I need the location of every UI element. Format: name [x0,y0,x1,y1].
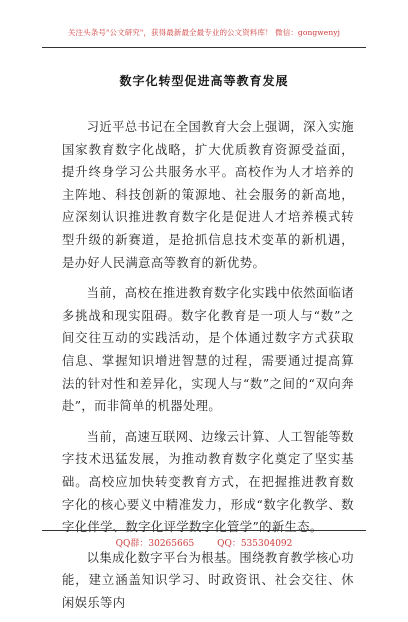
header-divider [42,47,366,48]
paragraph-4: 以集成化数字平台为根基。围绕教育教学核心功能，建立涵盖知识学习、时政资讯、社会交往、休闲娱乐等内 [62,550,354,610]
paragraph-2: 当前，高校在推进教育数字化实践中依然面临诸多挑战和现实阻碍。数字化教育是一项人与“数”之间交往互动的实践活动，是个体通过数字方式获取信息、掌握知识增进智慧的过程，需要通过提高算法的针对性和差异化，实现人与“数”之间的“双向奔赴”，而非简单的机器处理。 [62,286,354,414]
footer-qq: QQ：535304092 [217,539,293,549]
document-title: 数字化转型促进高等教育发展 [119,74,289,88]
page-header: 关注头条号"公文研究"，获得最新最全最专业的公文资料库！ 微信：gongwenyj [67,28,341,37]
footer-divider [42,530,366,531]
paragraph-1: 习近平总书记在全国教育大会上强调，深入实施国家教育数字化战略，扩大优质教育资源受益面，提升终身学习公共服务水平。高校作为人才培养的主阵地、科技创新的策源地、社会服务的新高地，应深刻认识推进教育数字化是促进人才培养模式转型升级的新赛道，是抢抓信息技术变革的新机遇，是办好人民满意高等教育的新优势。 [62,120,354,270]
paragraph-3: 当前，高速互联网、边缘云计算、人工智能等数字技术迅猛发展，为推动教育数字化奠定了坚实基础。高校应加快转变教育方式，在把握推进教育数字化的核心要义中精准发力，形成“数字化教学、数字化伴学、数字化评学数字化管学”的新生态。 [62,429,354,535]
page-footer [0,536,408,549]
footer-qq-group: QQ群：30265665 [115,539,195,549]
